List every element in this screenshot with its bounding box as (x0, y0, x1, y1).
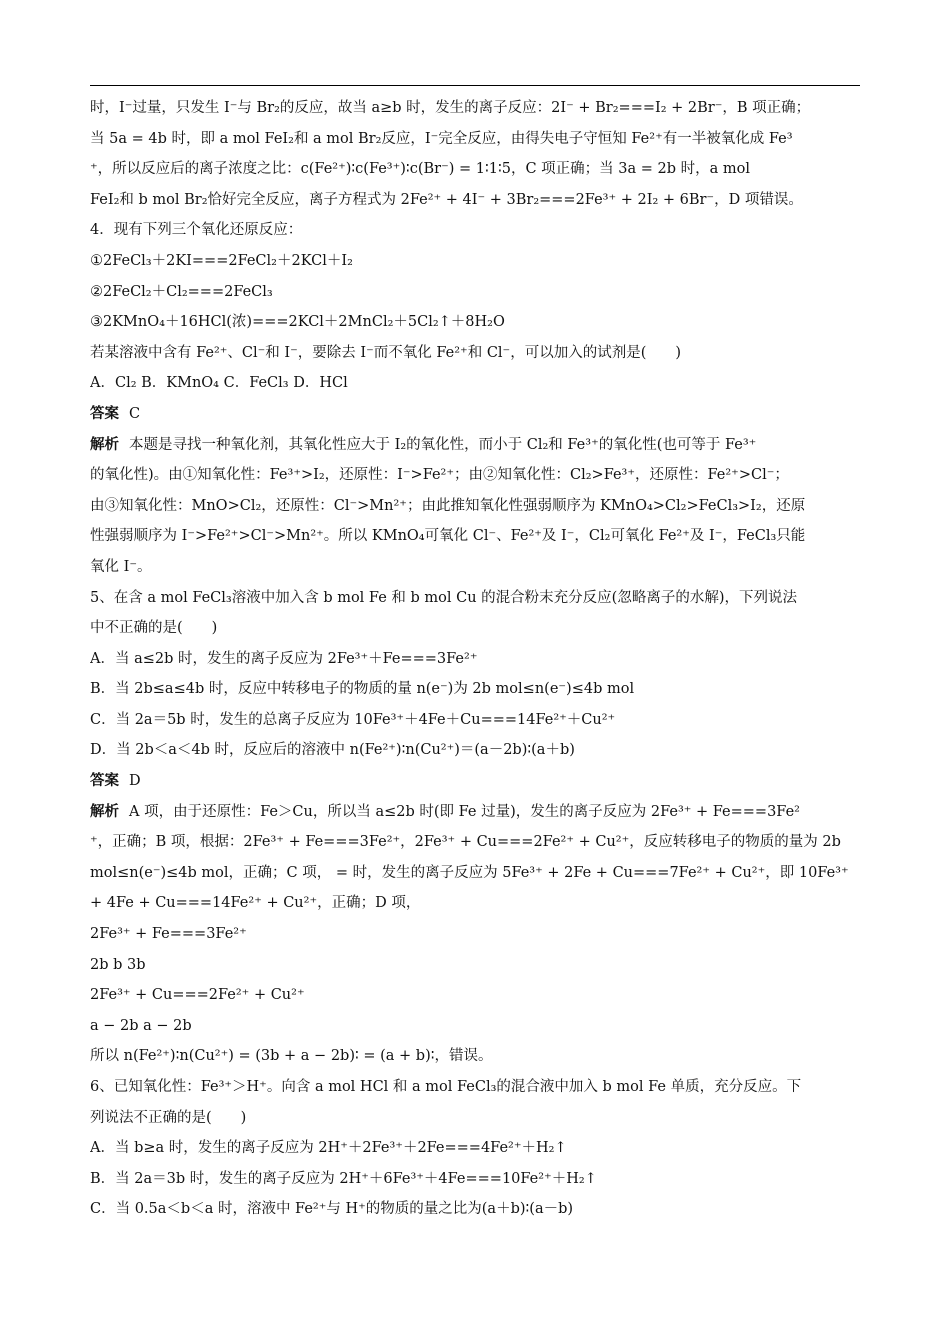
text-line (90, 797, 860, 828)
text-line: B．当 2a＝3b 时，发生的离子反应为 2H⁺＋6Fe³⁺＋4Fe===10Fe²⁺＋H₂↑ (90, 1170, 597, 1187)
text-line: ⁺，正确；B 项，根据：2Fe³⁺ + Fe===3Fe²⁺，2Fe³⁺ + Cu===2Fe²⁺ + Cu²⁺，反应转移电子的物质的量为 2b (90, 834, 841, 851)
text-line: FeI₂和 b mol Br₂恰好完全反应，离子方程式为 2Fe²⁺ + 4I⁻ + 3Br₂===2Fe³⁺ + 2I₂ + 6Br⁻，D 项错误。 (90, 191, 803, 208)
text-line (90, 430, 860, 461)
text-line (90, 766, 860, 797)
section-text: A 项，由于还原性：Fe＞Cu，所以当 a≤2b 时(即 Fe 过量)，发生的离子反应为 2Fe³⁺ + Fe===3Fe² (129, 803, 800, 820)
text-line: 2b b 3b (90, 956, 146, 973)
text-line: 中不正确的是( ) (90, 620, 218, 637)
section-label: 答案 (90, 772, 119, 790)
text-line: 列说法不正确的是( ) (90, 1109, 247, 1126)
header-rule (90, 85, 860, 86)
text-line: a − 2b a − 2b (90, 1017, 192, 1034)
document-body (90, 93, 860, 1225)
section-text: 本题是寻找一种氧化剂，其氧化性应大于 I₂的氧化性，而小于 Cl₂和 Fe³⁺的氧化性(也可等于 Fe³⁺ (129, 436, 757, 453)
text-line: 性强弱顺序为 I⁻>Fe²⁺>Cl⁻>Mn²⁺。所以 KMnO₄可氧化 Cl⁻、Fe²⁺及 I⁻，Cl₂可氧化 Fe²⁺及 I⁻，FeCl₃只能 (90, 528, 806, 545)
text-line: A．Cl₂ B．KMnO₄ C．FeCl₃ D．HCl (90, 375, 348, 392)
text-line: 2Fe³⁺ + Cu===2Fe²⁺ + Cu²⁺ (90, 987, 305, 1004)
section-label: 解析 (90, 802, 119, 820)
text-line: 若某溶液中含有 Fe²⁺、Cl⁻和 I⁻，要除去 I⁻而不氧化 Fe²⁺和 Cl⁻，可以加入的试剂是( ) (90, 344, 682, 361)
text-line: 当 5a = 4b 时，即 a mol FeI₂和 a mol Br₂反应，I⁻完全反应，由得失电子守恒知 Fe²⁺有一半被氧化成 Fe³ (90, 130, 793, 147)
text-line: 5、在含 a mol FeCl₃溶液中加入含 b mol Fe 和 b mol Cu 的混合粉末充分反应(忽略离子的水解)，下列说法 (90, 589, 797, 606)
text-line (90, 399, 860, 430)
text-line: ③2KMnO₄＋16HCl(浓)===2KCl＋2MnCl₂＋5Cl₂↑＋8H₂O (90, 314, 505, 331)
text-line: ⁺，所以反应后的离子浓度之比：c(Fe²⁺)∶c(Fe³⁺)∶c(Br⁻) = 1∶1∶5，C 项正确；当 3a = 2b 时，a mol (90, 161, 751, 178)
text-line: 6、已知氧化性：Fe³⁺＞H⁺。向含 a mol HCl 和 a mol FeCl₃的混合液中加入 b mol Fe 单质，充分反应。下 (90, 1079, 802, 1095)
text-line: D．当 2b＜a＜4b 时，反应后的溶液中 n(Fe²⁺)∶n(Cu²⁺)＝(a－2b)∶(a＋b) (90, 742, 575, 759)
text-line: 4．现有下列三个氧化还原反应： (90, 222, 303, 239)
text-line: 时，I⁻过量，只发生 I⁻与 Br₂的反应，故当 a≥b 时，发生的离子反应：2I⁻ + Br₂===I₂ + 2Br⁻，B 项正确； (90, 100, 811, 116)
section-text: D (129, 773, 141, 790)
text-line: 由③知氧化性：MnO>Cl₂，还原性：Cl⁻>Mn²⁺；由此推知氧化性强弱顺序为 KMnO₄>Cl₂>FeCl₃>I₂，还原 (90, 497, 806, 514)
text-line: A．当 b≥a 时，发生的离子反应为 2H⁺＋2Fe³⁺＋2Fe===4Fe²⁺＋H₂↑ (90, 1140, 567, 1157)
section-label: 解析 (90, 435, 119, 453)
section-text: C (129, 405, 141, 422)
text-line: C．当 2a＝5b 时，发生的总离子反应为 10Fe³⁺＋4Fe＋Cu===14Fe²⁺＋Cu²⁺ (90, 711, 616, 728)
text-line: mol≤n(e⁻)≤4b mol，正确；C 项， = 时，发生的离子反应为 5Fe³⁺ + 2Fe + Cu===7Fe²⁺ + Cu²⁺，即 10Fe³⁺ (90, 864, 849, 881)
text-line: C．当 0.5a＜b＜a 时，溶液中 Fe²⁺与 H⁺的物质的量之比为(a＋b)∶(a－b) (90, 1201, 574, 1218)
text-line: 所以 n(Fe²⁺)∶n(Cu²⁺) = (3b + a − 2b)∶ = (a + b)∶，错误。 (90, 1048, 493, 1065)
text-line: ①2FeCl₃＋2KI===2FeCl₂＋2KCl＋I₂ (90, 252, 353, 269)
text-line: 氧化 I⁻。 (90, 558, 152, 575)
section-label: 答案 (90, 404, 119, 422)
text-line: A．当 a≤2b 时，发生的离子反应为 2Fe³⁺＋Fe===3Fe²⁺ (90, 650, 478, 667)
text-line: B．当 2b≤a≤4b 时，反应中转移电子的物质的量 n(e⁻)为 2b mol≤n(e⁻)≤4b mol (90, 681, 635, 698)
text-line: ②2FeCl₂＋Cl₂===2FeCl₃ (90, 283, 273, 300)
text-line: 的氧化性)。由①知氧化性：Fe³⁺>I₂，还原性：I⁻>Fe²⁺；由②知氧化性：Cl₂>Fe³⁺，还原性：Fe²⁺>Cl⁻； (90, 467, 789, 484)
text-line: 2Fe³⁺ + Fe===3Fe²⁺ (90, 926, 247, 943)
text-line: + 4Fe + Cu===14Fe²⁺ + Cu²⁺，正确；D 项， (90, 895, 421, 912)
